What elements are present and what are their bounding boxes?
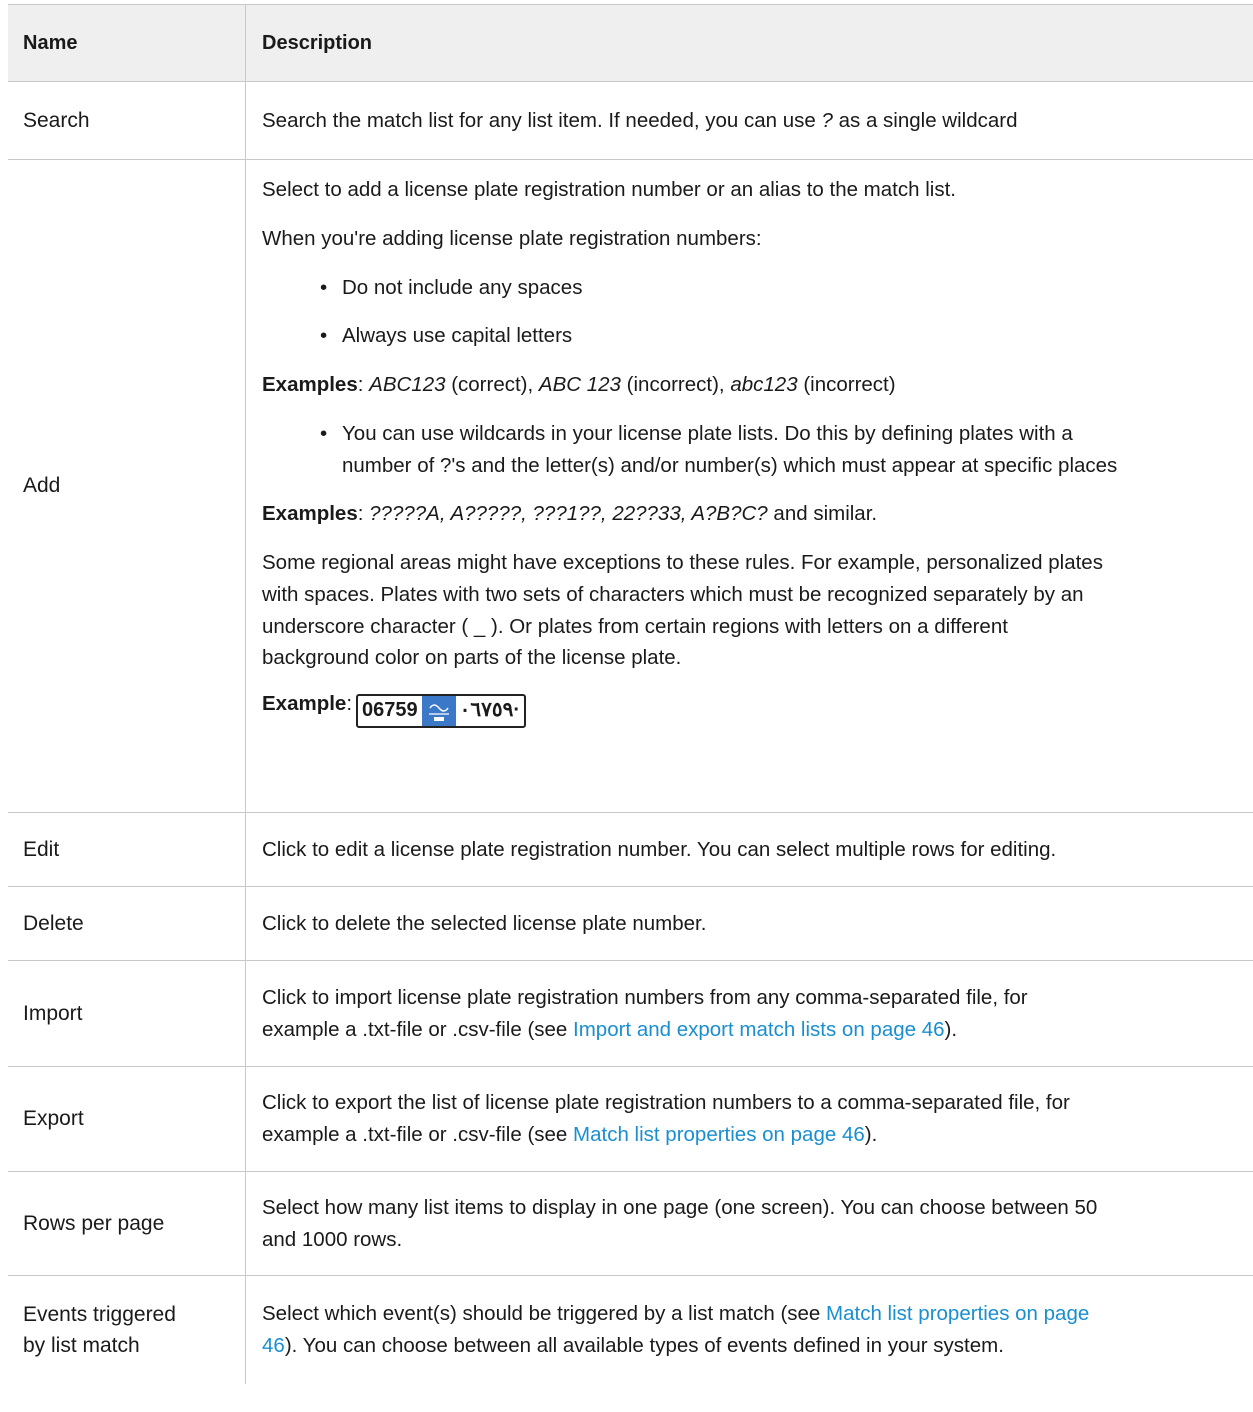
- match-list-properties-link[interactable]: Match list properties on page 46: [573, 1123, 865, 1146]
- desc-line-end: ). You can choose between all available types of events defined in your system.: [284, 1334, 1004, 1357]
- desc-line-end: ).: [864, 1123, 878, 1146]
- row-name-events: [8, 1276, 245, 1384]
- header-name: Name: [23, 32, 78, 54]
- row-desc-rows-per-page: [245, 1172, 1253, 1275]
- import-export-link[interactable]: Import and export match lists on page 46: [573, 1017, 945, 1041]
- search-desc-post: as a single wildcard: [838, 108, 1018, 132]
- row-desc-events: [245, 1276, 1253, 1384]
- row-desc-edit: Click to edit a license plate registration number. You can select multiple rows for editing.: [245, 813, 1253, 886]
- table-row: [8, 160, 1253, 813]
- row-desc-export: [245, 1067, 1253, 1171]
- table-header-row: [8, 4, 1253, 82]
- example-value: ABC123: [369, 373, 446, 397]
- example-value: abc123: [730, 373, 798, 397]
- row-name-import: Import: [23, 1001, 83, 1025]
- example-note: (correct),: [451, 373, 534, 397]
- row-desc-import: [245, 961, 1253, 1066]
- row-name-rows-per-page: Rows per page: [23, 1211, 165, 1235]
- properties-table: [8, 4, 1253, 1384]
- name-line: Events triggered: [23, 1302, 176, 1326]
- list-item: • Do not include any spaces: [342, 272, 1253, 304]
- license-plate-image: [356, 694, 526, 728]
- table-row: [8, 1067, 1253, 1172]
- desc-line: Click to export the list of license plate registration numbers to a comma-separated file, for: [262, 1091, 1070, 1115]
- para-line: Some regional areas might have exceptions to these rules. For example, personalized plates: [262, 551, 1103, 575]
- add-rules-list: [262, 272, 1253, 370]
- add-wildcard-list: [262, 418, 1253, 499]
- para-line: background color on parts of the license plate.: [262, 646, 682, 670]
- page-number-link[interactable]: 46: [262, 1334, 285, 1357]
- wildcard-examples: ?????A, A?????, ???1??, 22??33, A?B?C?: [369, 502, 768, 526]
- match-list-properties-link[interactable]: Match list properties on page: [826, 1302, 1090, 1326]
- example-value: ABC 123: [538, 373, 621, 397]
- desc-line: example a .txt-file or .csv-file (see: [262, 1017, 568, 1041]
- add-para-1: Select to add a license plate registration number or an alias to the match list.: [262, 178, 956, 201]
- desc-line-end: ).: [944, 1017, 958, 1041]
- add-examples-2: Examples: ?????A, A?????, ???1??, 22??33, A?B?C? and similar.: [262, 502, 878, 526]
- para-line: with spaces. Plates with two sets of characters which must be recognized separately by an: [262, 582, 1084, 606]
- desc-line: Select which event(s) should be triggered by a list match (see: [262, 1302, 821, 1326]
- examples-post: and similar.: [773, 502, 878, 526]
- examples-label: Examples: [262, 502, 358, 526]
- plate-left-number: 06759: [362, 699, 418, 722]
- row-name-delete: Delete: [23, 911, 84, 935]
- example-note: (incorrect): [803, 373, 896, 397]
- wildcard-line-2: number of ?'s and the letter(s) and/or number(s) which must appear at specific places: [342, 453, 1118, 477]
- table-row: [8, 813, 1253, 887]
- plate-right-number: ٠٦٧٥٩·: [459, 699, 521, 722]
- name-line: by list match: [23, 1334, 140, 1357]
- row-name-add: Add: [23, 474, 61, 498]
- wildcard-char: ?: [821, 108, 833, 132]
- add-examples-1: Examples: ABC123 (correct), ABC 123 (incorrect), abc123 (incorrect): [262, 373, 896, 397]
- header-description: Description: [245, 5, 1253, 81]
- search-desc-pre: Search the match list for any list item. If needed, you can use: [262, 108, 816, 132]
- table-row: [8, 82, 1253, 160]
- example-note: (incorrect),: [626, 373, 725, 397]
- row-desc-delete: Click to delete the selected license plate number.: [245, 887, 1253, 960]
- row-name-export: Export: [23, 1107, 84, 1131]
- table-row: [8, 887, 1253, 961]
- table-row: [8, 1172, 1253, 1276]
- list-item: • Always use capital letters: [342, 320, 1253, 352]
- desc-line: Select how many list items to display in one page (one screen). You can choose between 50: [262, 1195, 1098, 1219]
- list-item: [342, 418, 1253, 482]
- plate-emblem-icon: [422, 696, 456, 726]
- add-example-plate: Example: 06759 ٠٦٧٥٩·: [262, 688, 1253, 728]
- desc-line: Click to import license plate registration numbers from any comma-separated file, for: [262, 985, 1028, 1009]
- table-row: [8, 1276, 1253, 1384]
- row-name-search: Search: [23, 108, 90, 132]
- example-label: Example: [262, 692, 347, 716]
- add-para-2: When you're adding license plate registration numbers:: [262, 226, 762, 250]
- desc-line: example a .txt-file or .csv-file (see: [262, 1123, 568, 1146]
- row-desc-add: [245, 160, 1253, 812]
- wildcard-line-1: You can use wildcards in your license plate lists. Do this by defining plates with a: [342, 421, 1073, 445]
- row-name-edit: Edit: [23, 837, 60, 861]
- examples-label: Examples: [262, 373, 358, 397]
- para-line: underscore character ( _ ). Or plates from certain regions with letters on a different: [262, 614, 1008, 638]
- row-desc-search: [245, 82, 1253, 159]
- add-para-3: [262, 547, 1253, 674]
- table-row: [8, 961, 1253, 1067]
- desc-line: and 1000 rows.: [262, 1227, 403, 1251]
